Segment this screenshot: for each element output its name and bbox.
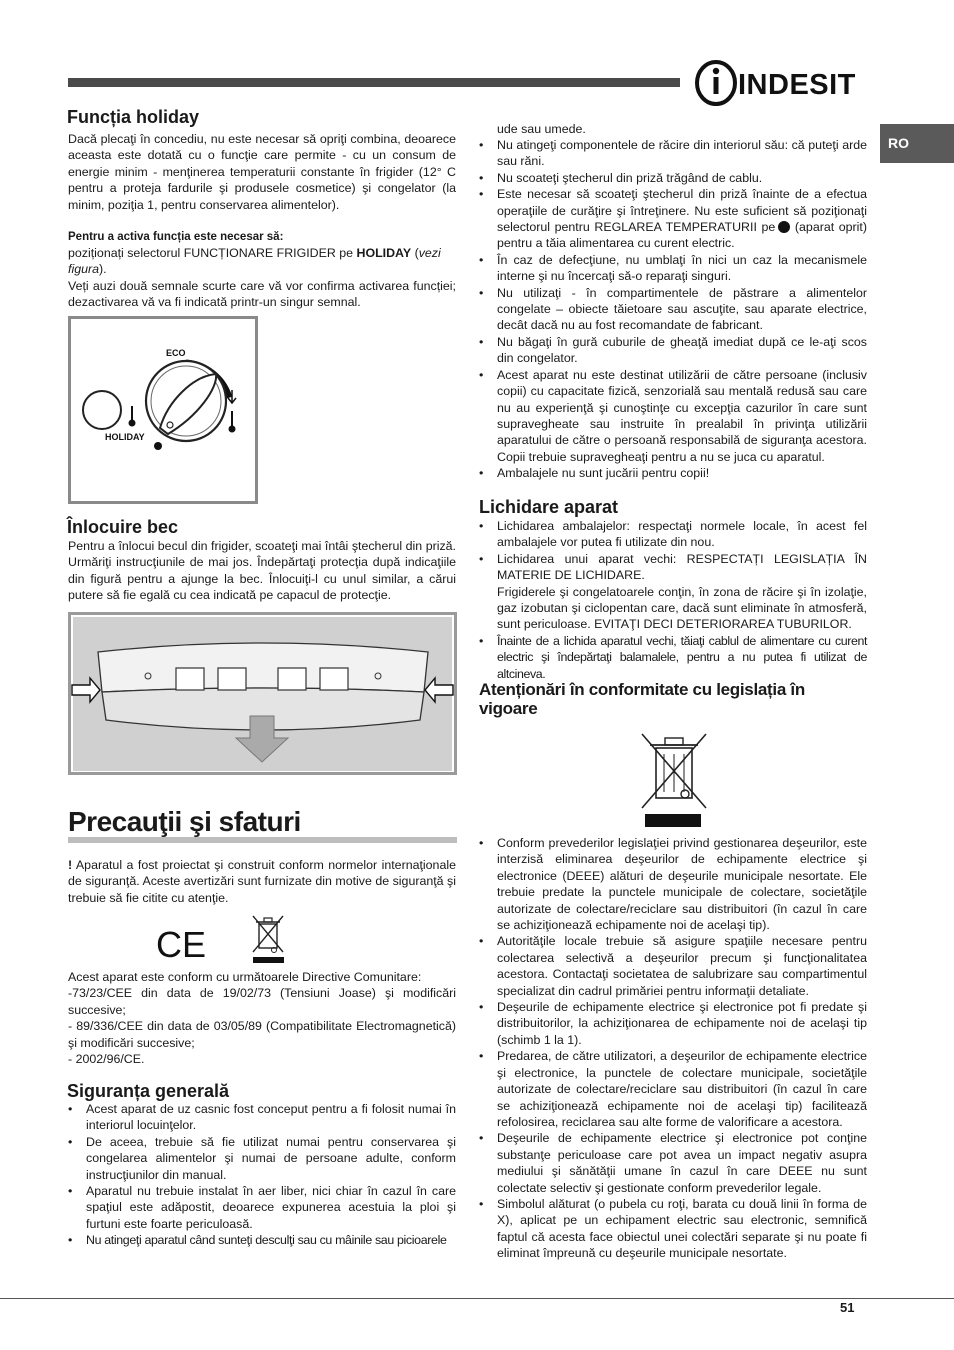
list-item: • Lichidarea ambalajelor: respectaţi normele locale, în acest fel ambalajele vor putea fi utilizate din nou. — [479, 518, 867, 551]
list-item-text: Este necesar să scoateţi ştecherul din priză înainte de a efectua operaţiile de curăţire şi întreţinere. Nu este suficient să poziţionaţi selectorul pentru REGLAREA TEMPERATURII pe — [497, 187, 867, 235]
dial-holiday-label: HOLIDAY — [105, 432, 145, 442]
precautions-title: Precauţii şi sfaturi — [68, 806, 301, 837]
list-item: • Nu băgaţi în gură cuburile de gheaţă imediat după ce le-aţi scos din congelator. — [479, 334, 867, 367]
list-item: • De aceea, trebuie să fie utilizat numai pentru conservarea şi congelarea alimentelor şi numai de persoane adulte, conform instrucţiunilor din manual. — [68, 1134, 456, 1183]
page-number: 51 — [840, 1300, 855, 1315]
dial-eco-label: ECO — [166, 348, 186, 358]
svg-text:CE: CE — [156, 925, 207, 961]
list-item: • Conform prevederilor legislaţiei privind gestionarea deşeurilor, este interzisă eliminarea deşeurilor de echipamente electrice şi electronice (DEEE) alături de deşeurile municipale nesortate. Ele trebuie predate la punctele municipale de colectare, societăţile autorizate de colectare/reciclare sau distribuitori (în cazul în care se achiziţionează echipamente noi de acelaşi tip). — [479, 835, 867, 933]
directive-line: Acest aparat este conform cu următoarele Directive Comunitare: — [68, 970, 422, 984]
holiday-title: Funcția holiday — [67, 107, 200, 127]
list-item-text: (aparat oprit) pentru a tăia alimentarea cu curent electric. — [497, 220, 868, 251]
list-item: • Nu scoateţi ştecherul din priză trăgând de cablu. — [479, 170, 867, 186]
list-item: • Înainte de a lichida aparatul vechi, tăiaţi cablul de alimentare cu curent electric şi îndepărtaţi balamalele, pentru a nu putea fi utilizat de altcineva. — [479, 633, 867, 682]
list-item: • Predarea, de către utilizatori, a deşeurilor de echipamente electrice şi electronice, la punctele de colectare municipale, societăţile autorizate de colectare/reciclare sau distribuitori (în cazul în care se achiziţionează echipamente noi de acelaşi tip) facilitează refolosirea, reciclarea sau alte forme de valorificare a acestora. — [479, 1048, 867, 1130]
holiday-step-text: poziționați selectorul FUNCȚIONARE FRIGIDER pe — [68, 246, 357, 260]
off-symbol-icon — [778, 221, 790, 233]
list-item — [479, 186, 867, 252]
list-item: • În caz de defecţiune, nu umblaţi în nici un caz la mecanismele interne şi nu încercaţi să-o reparaţi singuri. — [479, 252, 867, 285]
header-rule — [68, 78, 680, 87]
safety-list-right — [479, 137, 867, 482]
holiday-step — [68, 245, 456, 278]
directives-block — [68, 969, 456, 1067]
safety-title: Siguranța generală — [67, 1081, 230, 1101]
dial-figure — [68, 316, 258, 504]
list-item: • Aparatul nu trebuie instalat în aer liber, nici chiar în cazul în care spaţiul este adăpostit, deoarece expunerea acestuia la ploi şi furtuni este foarte periculoasă. — [68, 1183, 456, 1232]
disposal-list — [479, 518, 867, 682]
holiday-signal-text: Veți auzi două semnale scurte care vă vor confirma activarea funcției; dezactivarea vă va fi indicată printr-un singur semnal. — [68, 279, 456, 310]
directive-line: -73/23/CEE din data de 19/02/73 (Tensiuni Joase) şi modificări succesive; — [68, 986, 456, 1017]
svg-text:INDESIT: INDESIT — [738, 69, 856, 101]
holiday-step-mode: HOLIDAY — [356, 246, 412, 260]
ce-mark-icon — [155, 925, 207, 961]
precautions-title-rule — [68, 837, 457, 843]
list-item — [479, 551, 867, 633]
holiday-step-paren-open: ( — [411, 246, 419, 260]
list-item: • Autorităţile locale trebuie să asigure spaţiile necesare pentru colectarea selectivă a deşeurilor precum şi funcţionalitatea acestora. Contactaţi societatea de salubrizare sau compartimentul specializat din cadrul primăriei pentru informaţii detaliate. — [479, 933, 867, 999]
directive-line: - 2002/96/CE. — [68, 1052, 145, 1067]
precautions-intro-text: Aparatul a fost proiectat şi construit conform normelor internaţionale de siguranţă. Aceste avertizări sunt furnizate din motive de siguranţă şi trebuie să fie citite cu atenţie. — [68, 858, 456, 905]
list-item: • Nu atingeţi aparatul când sunteţi desculţi sau cu mâinile sau picioarele — [68, 1232, 456, 1248]
list-item: • Acest aparat de uz casnic fost conceput pentru a fi folosit numai în interiorul locuinţelor. — [68, 1101, 456, 1134]
language-tab: RO — [880, 124, 954, 163]
list-item: • Simbolul alăturat (o pubela cu roţi, barata cu două linii în forma de X), aplicat pe un echipament electric sau electronic, semnifică faptul că acesta face obiectul unei colectări separate şi nu poate fi eliminat împreună cu deşeurile municipale nesortate. — [479, 1196, 867, 1262]
disposal-title: Lichidare aparat — [479, 497, 619, 517]
crossed-bin-small-icon — [250, 912, 286, 964]
holiday-step-paren-close: ). — [99, 262, 107, 277]
holiday-intro: Dacă plecaţi în concediu, nu este necesar să opriţi combina, deoarece aceasta este dotată cu o funcţie care permite - cu un consum de energie minim - menţinerea temperaturii constante în frigider (12° C pentru a proteja fardurile şi produsele cosmetice) şi congelator (la minim, poziţia 1, pentru conservarea alimentelor). — [68, 132, 456, 212]
holiday-step-ref: vezi figura — [68, 246, 441, 277]
list-item: • Deşeurile de echipamente electrice şi electronice pot conţine substanţe periculoase care pot avea un impact negativ asupra mediului şi sănătăţii umane în cazul în care DEEE nu sunt colectate selectiv şi gestionate conform prevederilor legale. — [479, 1130, 867, 1196]
bulb-text: Pentru a înlocui becul din frigider, scoateţi mai întâi ştecherul din priză. Urmăriţi instrucţiunile de mai jos. Îndepărtaţi protecţia după indicaţiile din figură pentru a ajunge la bec. Înlocuiţi-l cu unul similar, a cărui putere să fie egală cu cea indicată pe capacul de protecţie. — [68, 539, 456, 603]
warning-mark: ! — [68, 858, 73, 872]
directive-line: - 89/336/CEE din data de 03/05/89 (Compatibilitate Electromagnetică) şi modificări succesive; — [68, 1019, 456, 1050]
precautions-intro — [68, 857, 456, 906]
legal-list — [479, 835, 867, 1262]
lamp-cover-figure — [68, 612, 457, 775]
list-item: • Nu atingeţi componentele de răcire din interiorul său: că puteţi arde sau răni. — [479, 137, 867, 170]
list-item: • Acest aparat nu este destinat utilizării de către persoane (inclusiv copii) cu capacitate fizică, senzorială sau mentală redusă sau care nu au experienţă şi cunoştinţe cu excepţia cazurilor în care sunt supravegheate sau instruite în prealabil în privinţa utilizării aparatului de către o persoană responsabilă de siguranţa acestora. Copii trebuie supravegheaţi pentru a nu se juca cu aparatul. — [479, 367, 867, 465]
disposal-gas-note: Frigiderele şi congelatoarele conţin, în zona de răcire şi în izolaţie, gaz izobutan şi ciclopentan care, dacă sunt eliminate în atmosferă, sunt periculoase. EVITAŢI DECI DETERIORAREA TUBURILOR. — [497, 584, 867, 632]
list-item-text: Lichidarea unui aparat vechi: RESPECTAȚI LEGISLAȚIA ÎN MATERIE DE LICHIDARE. — [497, 551, 867, 583]
list-item: • Nu utilizaţi - în compartimentele de păstrare a alimentelor congelate – obiecte tăietoare sau ascuţite, sau aparate electrice, decât dacă nu au fost recomandate de fabricant. — [479, 285, 867, 334]
list-item: • Ambalajele nu sunt jucării pentru copii! — [479, 465, 867, 481]
list-item: • Deşeurile de echipamente electrice şi electronice pot fi predate şi distribuitorilor, la achiziţionarea de echipamente noi de acelaşi tip (schimb 1 la 1). — [479, 999, 867, 1048]
safety-list-left — [68, 1101, 456, 1249]
safety-continuation: ude sau umede. — [497, 122, 586, 136]
indesit-logo — [694, 60, 869, 106]
bulb-title: Înlocuire bec — [67, 517, 179, 537]
legal-title: Atenționări în conformitate cu legislația în vigoare — [479, 680, 805, 718]
holiday-subheading: Pentru a activa funcția este necesar să: — [68, 231, 284, 243]
crossed-bin-icon — [638, 728, 710, 828]
footer-rule — [0, 1298, 954, 1299]
